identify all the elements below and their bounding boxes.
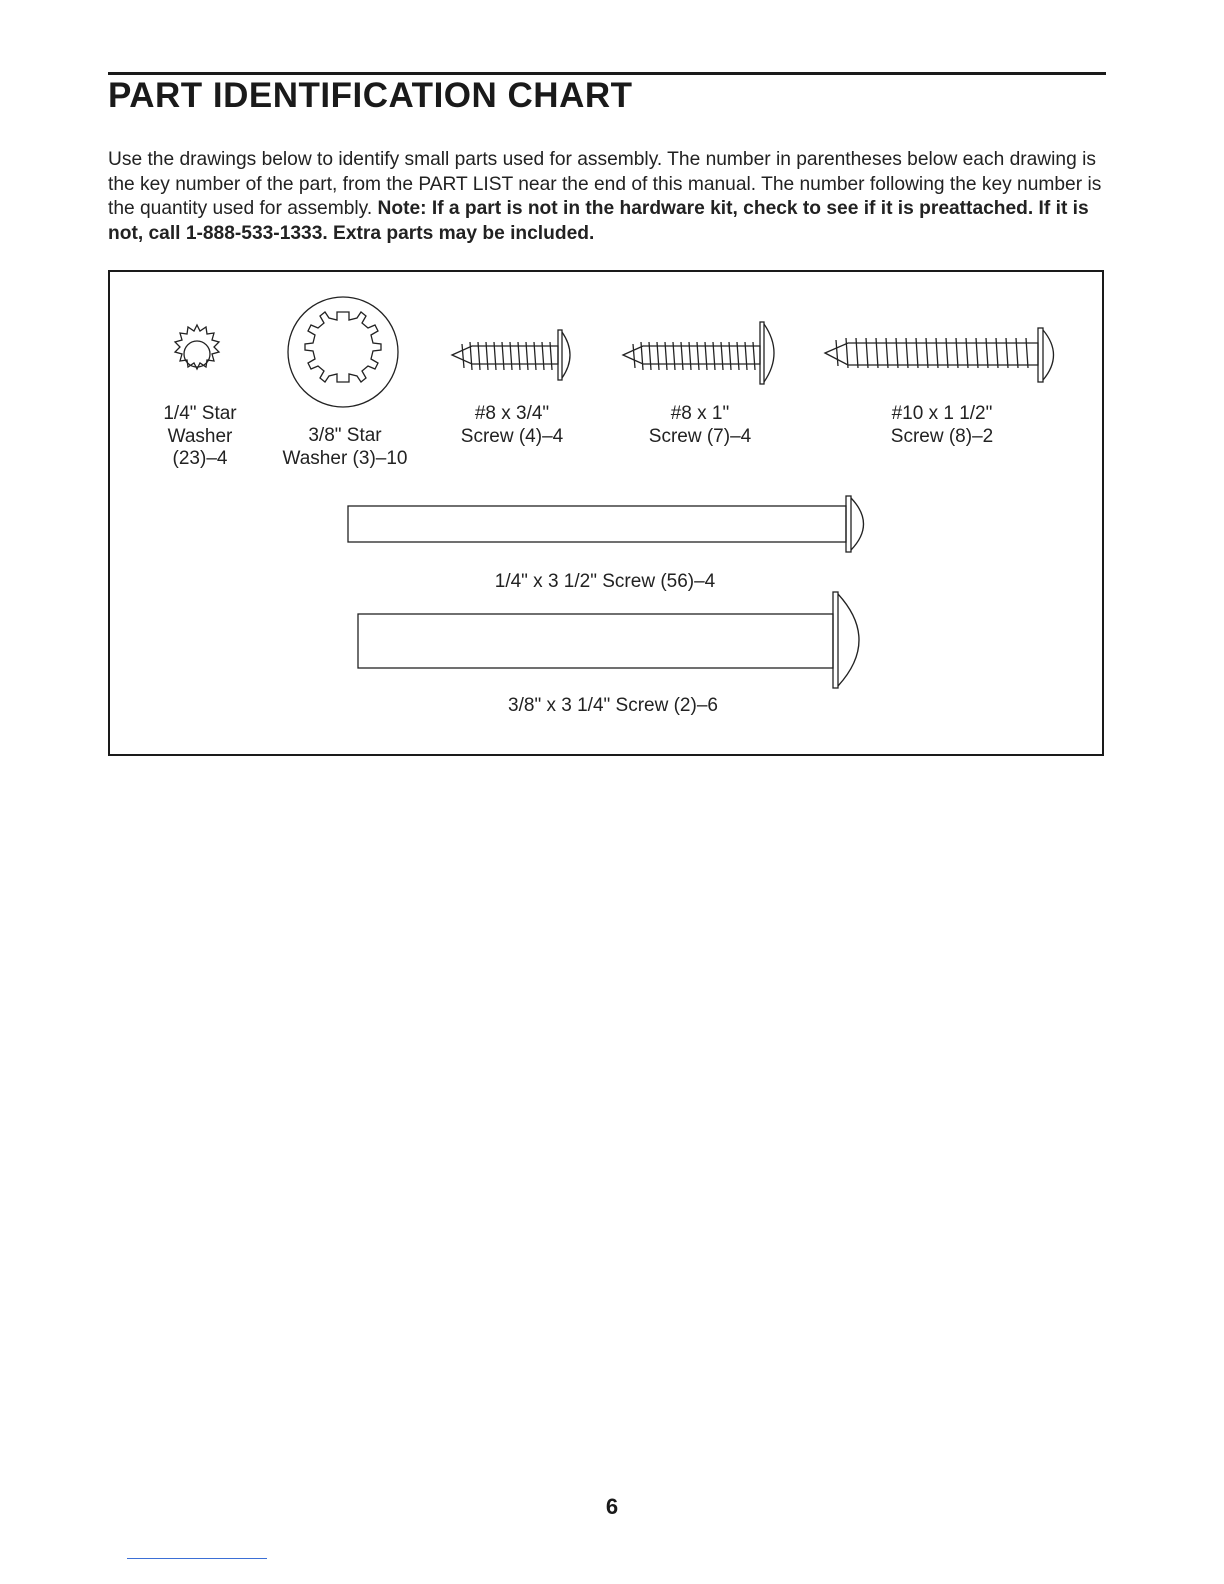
- screw-8x1-drawing: [623, 322, 774, 384]
- part-label-line: 1/4" Star: [163, 403, 237, 424]
- part-label-line: 1/4" x 3 1/2" Screw (56)–4: [494, 571, 716, 592]
- part-label-line: Washer: [167, 425, 233, 447]
- large-star-washer-drawing: [288, 297, 398, 407]
- screw-14x312-drawing: [348, 496, 864, 552]
- part-label-line: Screw (4)–4: [460, 425, 564, 447]
- part-label-screw-8x1: [630, 403, 770, 448]
- page-number: 6: [605, 1494, 619, 1519]
- part-label-line: (23)–4: [172, 448, 228, 469]
- screw-10x112-drawing: [825, 328, 1054, 382]
- part-label-line: #10 x 1 1/2": [891, 403, 993, 424]
- part-label-line: 3/8" x 3 1/4" Screw (2)–6: [508, 695, 718, 716]
- screw-38x314-drawing: [358, 592, 859, 688]
- part-label-line: #8 x 3/4": [474, 403, 550, 424]
- part-label-line: Washer (3)–10: [282, 447, 408, 469]
- part-label-screw-14x312: [455, 571, 755, 594]
- scan-artifact-line: [127, 1558, 267, 1559]
- part-label-screw-10x112: [867, 403, 1017, 448]
- page-title: PART IDENTIFICATION CHART: [108, 76, 633, 115]
- part-label-screw-8x34: [442, 403, 582, 448]
- part-label-line: Screw (7)–4: [648, 425, 752, 447]
- small-star-washer-drawing: [175, 325, 219, 369]
- part-label-screw-38x314: [463, 695, 763, 718]
- part-label-line: 3/8" Star: [308, 425, 382, 446]
- part-label-line: Screw (8)–2: [890, 425, 994, 447]
- intro-text: Use the drawings below to identify small parts used for assembly. The number in parentheses below each drawing is the key number of the part, from the PART LIST near the end of this manual. The number following the key number is the quantity used for assembly.: [108, 149, 1102, 219]
- part-label-star-washer-14: [150, 403, 250, 471]
- screw-8x34-drawing: [452, 330, 570, 380]
- intro-note: Note: If a part is not in the hardware kit, check to see if it is preattached. If it is not, call 1-888-533-1333. Extra parts may be included.: [108, 198, 1089, 244]
- part-label-line: #8 x 1": [670, 403, 730, 424]
- part-label-star-washer-38: [270, 425, 420, 470]
